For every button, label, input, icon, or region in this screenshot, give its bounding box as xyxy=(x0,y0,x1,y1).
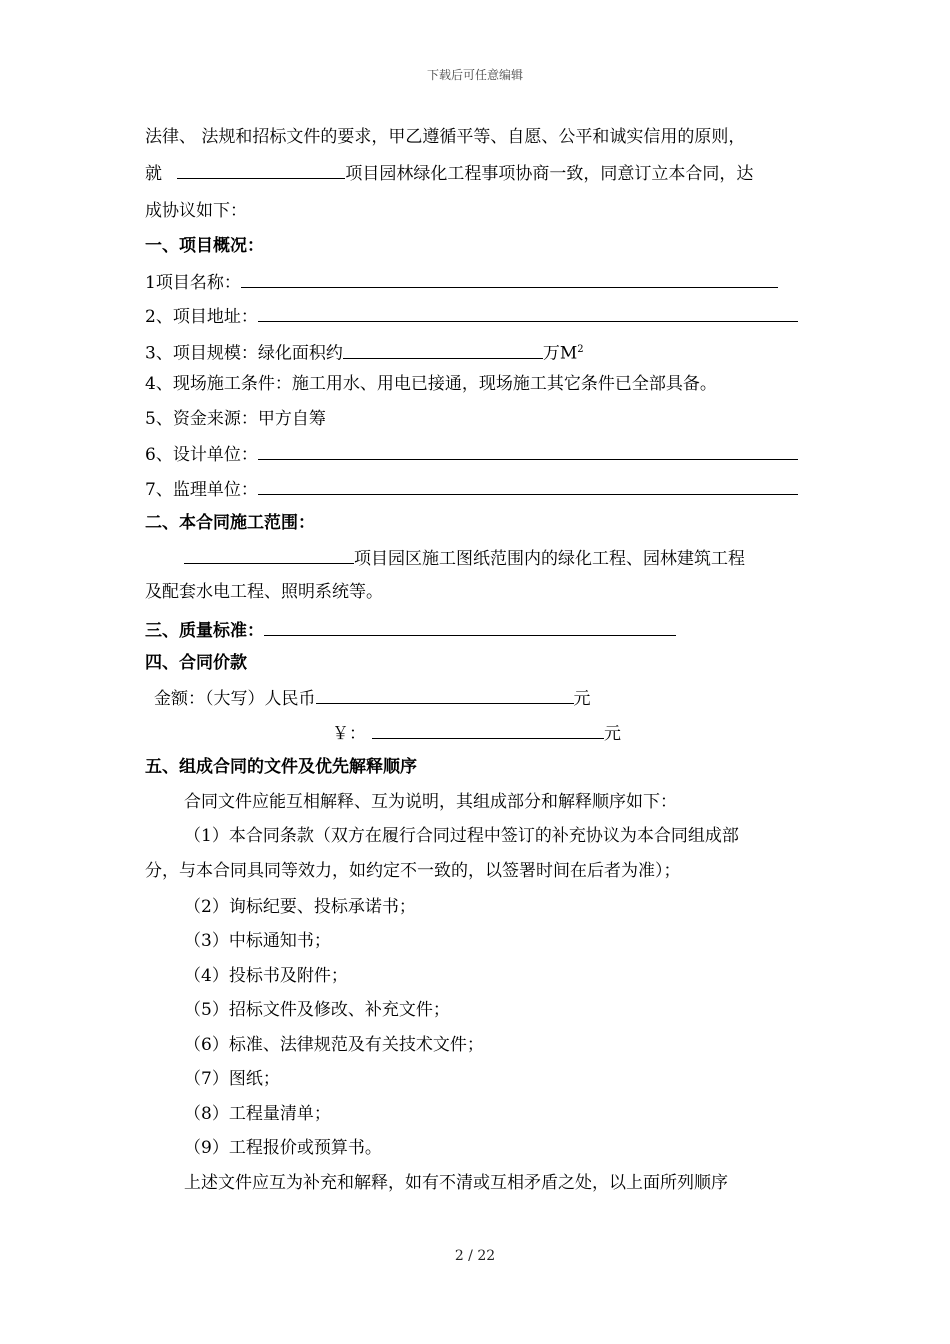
yen-row xyxy=(332,720,621,746)
supervision-unit-label: 7、监理单位： xyxy=(145,480,258,500)
area-unit-sup: 2 xyxy=(577,344,584,355)
project-name-field xyxy=(241,269,778,288)
yen-label: ￥： xyxy=(332,724,366,744)
project-name-row xyxy=(145,269,778,295)
project-address-label: 2、项目地址： xyxy=(145,307,258,327)
amount-unit: 元 xyxy=(573,689,591,709)
project-address-field xyxy=(258,303,798,322)
fund-source: 5、资金来源：甲方自筹 xyxy=(145,409,326,429)
quality-field xyxy=(264,617,676,636)
design-unit-row xyxy=(145,441,798,467)
intro-line-3: 成协议如下： xyxy=(145,201,247,221)
site-conditions: 4、现场施工条件：施工用水、用电已接通，现场施工其它条件已全部具备。 xyxy=(145,374,717,394)
design-unit-field xyxy=(258,441,798,460)
doc-item-4: （4）投标书及附件； xyxy=(184,966,348,986)
amount-label: 金额：（大写）人民币 xyxy=(154,689,316,709)
supervision-unit-row xyxy=(145,476,798,502)
project-scale-label: 3、项目规模：绿化面积约 xyxy=(145,343,343,364)
doc-item-9: （9）工程报价或预算书。 xyxy=(184,1138,382,1158)
page-header: 下载后可任意编辑 xyxy=(426,68,523,82)
scope-project-field xyxy=(184,545,354,564)
scope-line-2: 及配套水电工程、照明系统等。 xyxy=(145,582,383,602)
intro-line-2-prefix: 就 xyxy=(145,164,162,184)
section-5-title: 五、组成合同的文件及优先解释顺序 xyxy=(145,757,417,777)
page-number: 2 / 22 xyxy=(454,1248,496,1264)
amount-number-field xyxy=(372,720,604,739)
doc-item-5: （5）招标文件及修改、补充文件； xyxy=(184,1000,450,1020)
amount-row xyxy=(154,685,591,711)
project-name-label: 1项目名称： xyxy=(145,273,241,293)
intro-line-2-suffix: 项目园林绿化工程事项协商一致，同意订立本合同，达 xyxy=(345,164,754,184)
section-3-title: 三、质量标准： xyxy=(145,621,264,641)
doc-item-8: （8）工程量清单； xyxy=(184,1104,331,1124)
documents-intro: 合同文件应能互相解释、互为说明，其组成部分和解释顺序如下： xyxy=(184,792,677,812)
area-unit: 万M xyxy=(542,343,578,364)
yen-unit: 元 xyxy=(604,724,621,744)
intro-line-1: 法律、 法规和招标文件的要求，甲乙遵循平等、自愿、公平和诚实信用的原则， xyxy=(145,127,746,147)
project-scale-row xyxy=(145,338,584,366)
quality-row xyxy=(145,617,676,643)
amount-words-field xyxy=(316,685,574,704)
section-4-title: 四、合同价款 xyxy=(145,653,247,673)
section-2-title: 二、本合同施工范围： xyxy=(145,513,315,533)
intro-line-2 xyxy=(145,160,753,186)
scope-line-1 xyxy=(184,545,745,571)
doc-item-2: （2）询标纪要、投标承诺书； xyxy=(184,897,416,917)
section-1-title: 一、项目概况： xyxy=(145,236,264,256)
green-area-field xyxy=(343,340,543,359)
doc-item-6: （6）标准、法律规范及有关技术文件； xyxy=(184,1035,484,1055)
doc-item-1-line-1: （1）本合同条款（双方在履行合同过程中签订的补充协议为本合同组成部 xyxy=(184,826,739,846)
doc-item-1-line-2: 分，与本合同具同等效力，如约定不一致的，以签署时间在后者为准）； xyxy=(145,861,681,881)
project-name-blank xyxy=(177,160,345,179)
doc-item-3: （3）中标通知书； xyxy=(184,931,331,951)
doc-item-7: （7）图纸； xyxy=(184,1069,280,1089)
design-unit-label: 6、设计单位： xyxy=(145,445,258,465)
scope-line-1-text: 项目园区施工图纸范围内的绿化工程、园林建筑工程 xyxy=(354,549,745,569)
documents-closing: 上述文件应互为补充和解释，如有不清或互相矛盾之处，以上面所列顺序 xyxy=(184,1173,728,1193)
project-address-row xyxy=(145,303,798,329)
supervision-unit-field xyxy=(258,476,798,495)
